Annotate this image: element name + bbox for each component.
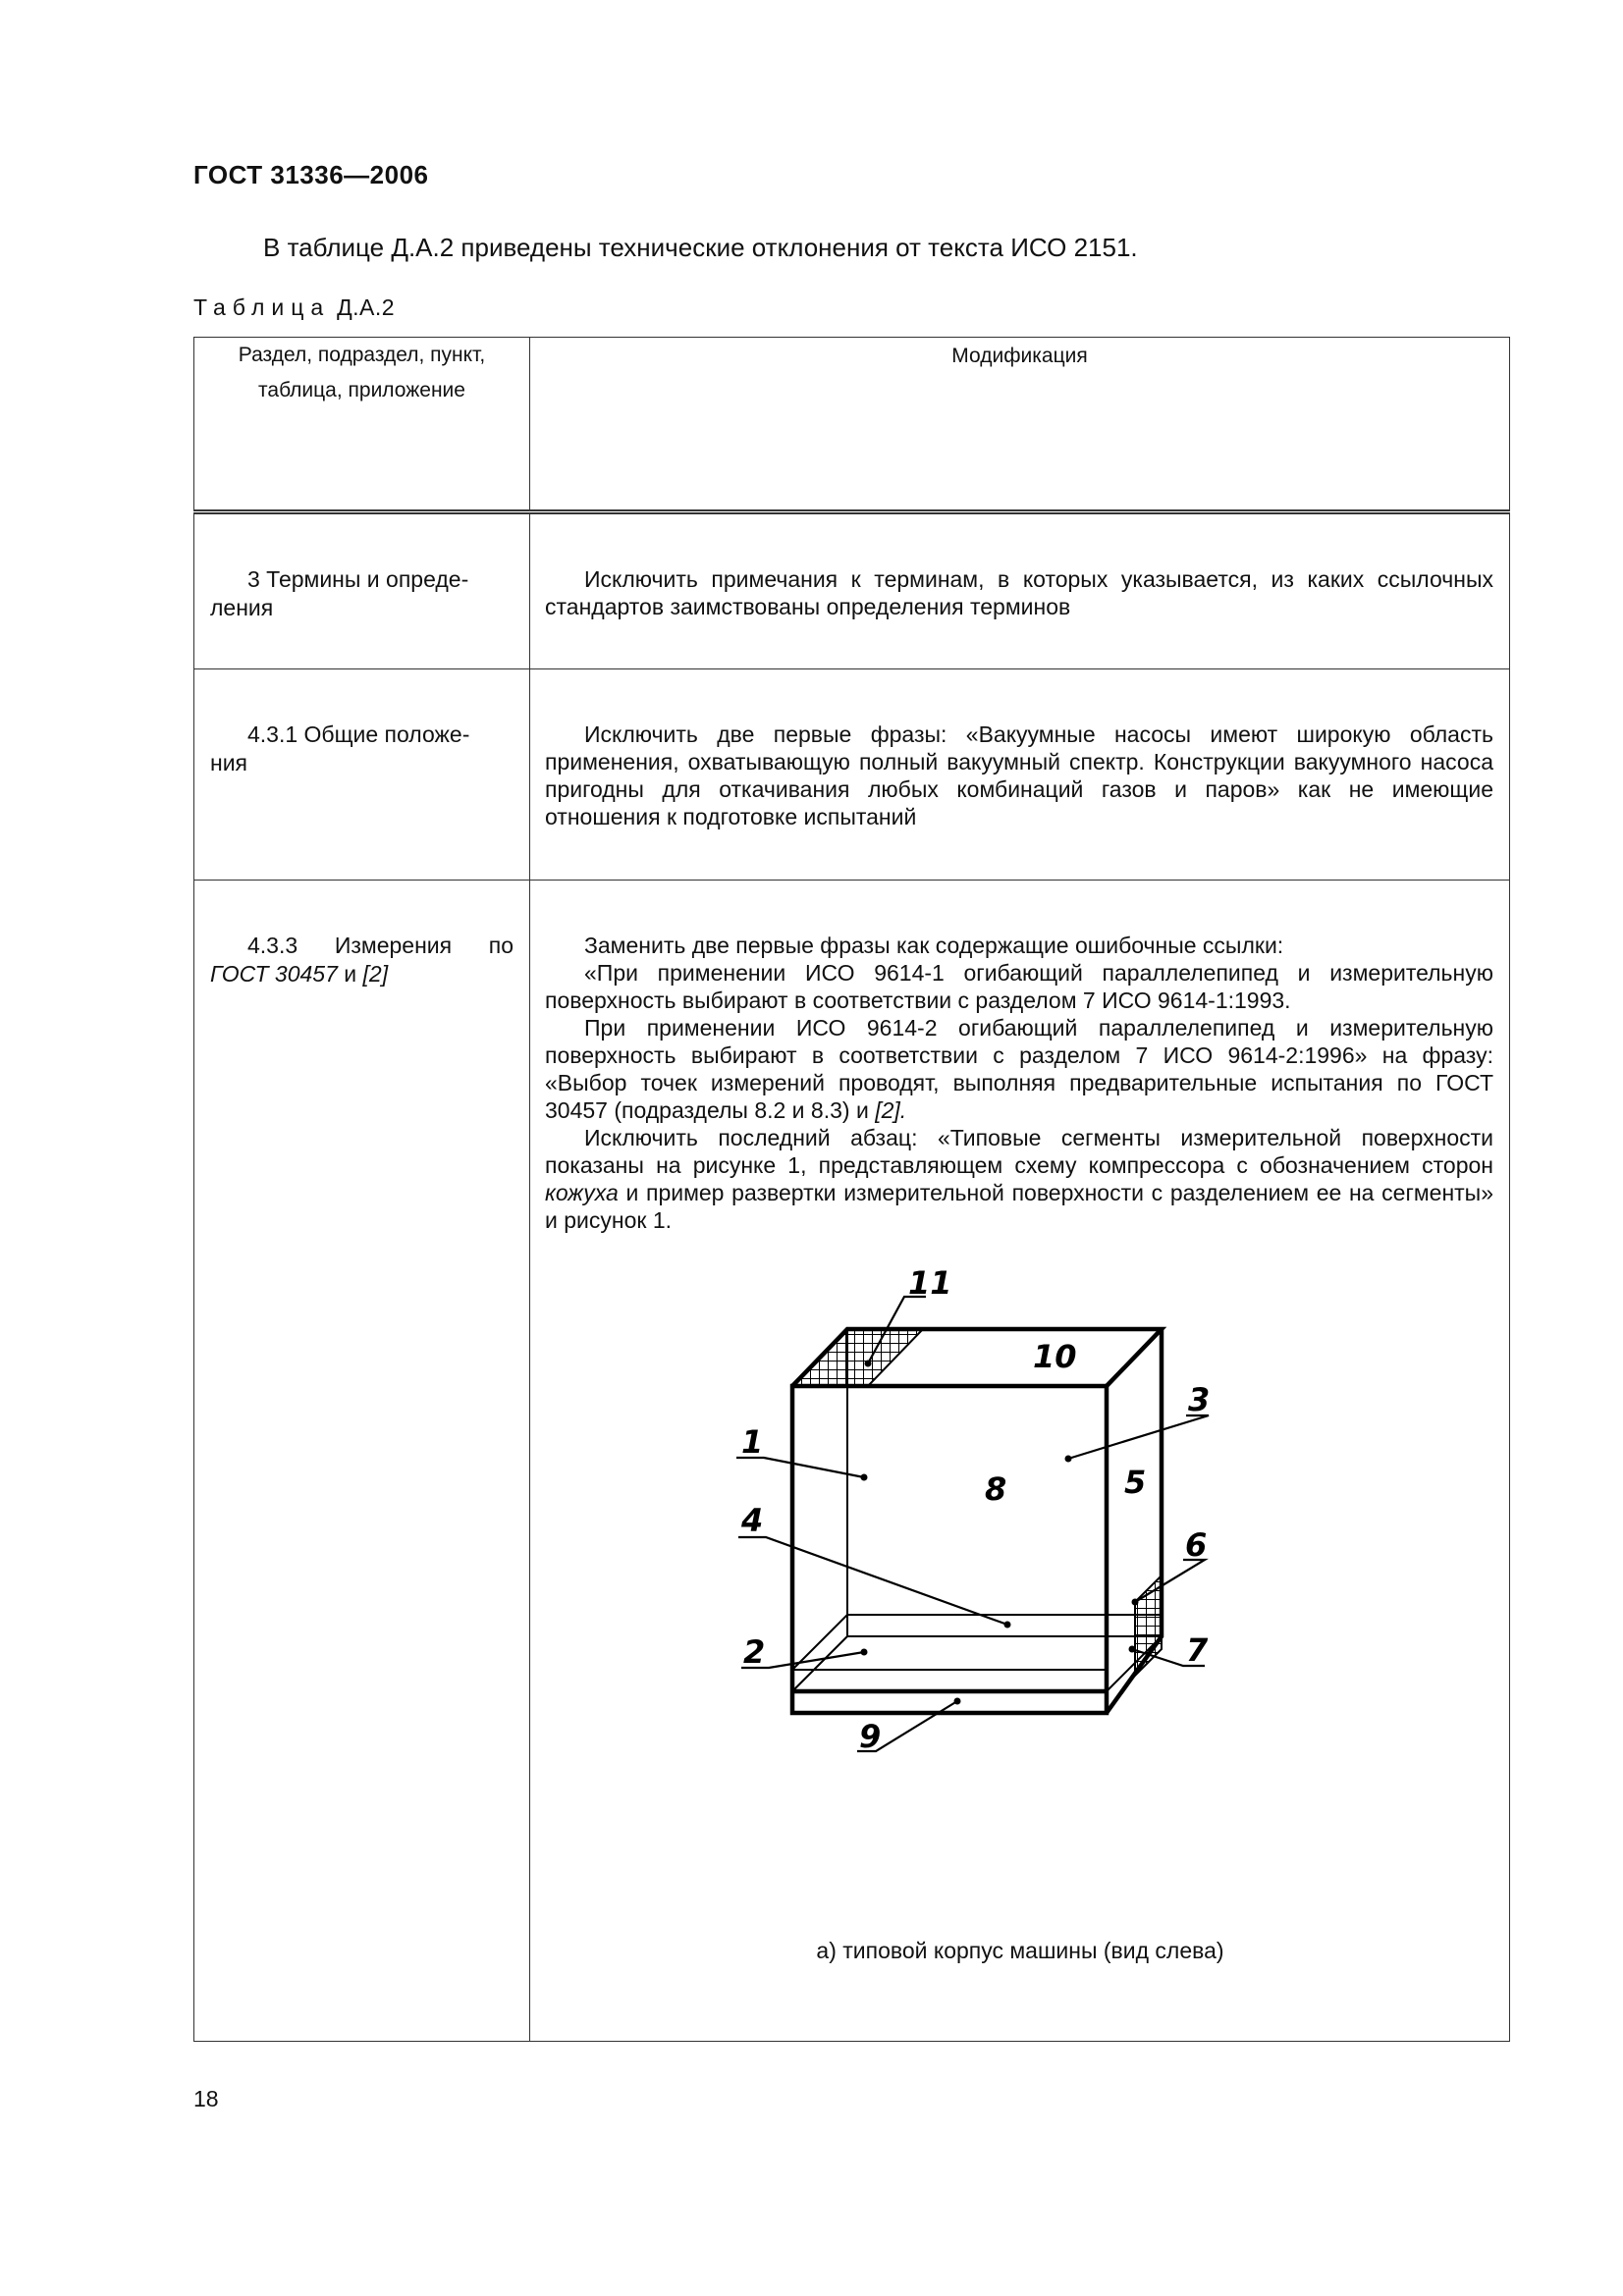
row-modification [530,881,1510,2042]
row-section-refs [210,960,514,988]
leader-3 [1068,1415,1209,1459]
point-7 [1129,1646,1136,1653]
top-grid-area [792,1329,923,1386]
modification-text: Исключить последний абзац: «Типовые сегменты измерительной поверхности показаны на рисунке 1, представляющем схему компрессора с обозначением сторон [545,1125,1493,1178]
label-8: 8 [985,1470,1007,1508]
row-modification [530,512,1510,669]
modification-text: Исключить две первые фразы: «Вакуумные насосы имеют широкую область применения, охватывающую полный вакуумный спектр. Конструкции вакуумного насоса пригодны для откачивания любых комбинаций газов и паров» как не имеющие отношения к подготовке испытаний [545,721,1493,829]
leader-6 [1135,1560,1205,1602]
ref-gost-30457: ГОСТ 30457 [210,961,338,987]
point-9 [954,1698,961,1705]
emphasis-kozhukha: кожуха [545,1180,619,1205]
figure-machine-housing [545,1263,1493,1990]
ref-and: и [344,961,357,987]
housing-drawing [545,1263,1495,1931]
ref-bib-2: [2] [362,961,389,987]
row-section-line: ния [210,750,248,775]
row-section [194,512,530,669]
point-6 [1132,1599,1139,1606]
label-5: 5 [1124,1464,1147,1501]
point-2 [861,1649,868,1656]
label-1: 1 [741,1423,764,1461]
side-grid-area [1135,1575,1162,1676]
modification-text: и пример развертки измерительной поверхности с разделением ее на сегменты» и рисунок 1. [545,1180,1493,1233]
table-row [194,669,1510,881]
page-number: 18 [193,2086,219,2111]
label-2: 2 [743,1633,766,1671]
modification-text: При применении ИСО 9614-2 огибающий параллелепипед и измерительную поверхность выбирают в соответствии с разделом 7 ИСО 9614-2:1996» на фразу: «Выбор точек измерений проводят, выполняя предварительные испытания по ГОСТ 30457 (подразделы 8.2 и 8.3) и [545,1015,1493,1123]
row-section [194,669,530,881]
header-section: Раздел, подраздел, пункт, таблица, приложение [194,338,530,512]
table-caption-number: Д.А.2 [337,294,396,320]
row-section [194,881,530,2042]
document-code: ГОСТ 31336—2006 [193,160,429,189]
row-modification [530,669,1510,881]
table-row [194,512,1510,669]
modification-text: Исключить примечания к терминам, в которых указывается, из каких ссылочных стандартов заимствованы определения терминов [545,566,1493,619]
modification-paragraph [545,1014,1493,1124]
label-4: 4 [741,1502,764,1539]
point-11 [865,1361,872,1367]
modification-paragraph: Заменить две первые фразы как содержащие ошибочные ссылки: [584,933,1284,958]
table-header-row [194,338,1510,512]
label-6: 6 [1185,1526,1208,1564]
ref-bib-2: [2]. [875,1097,907,1123]
intro-paragraph: В таблице Д.А.2 приведены технические отклонения от текста ИСО 2151. [263,233,1138,262]
label-7: 7 [1186,1631,1209,1669]
header-modification: Модификация [530,338,1510,512]
point-4 [1004,1622,1011,1629]
label-9: 9 [859,1718,882,1755]
table-caption [193,294,395,321]
deviations-table [193,337,1510,2042]
label-10: 10 [1033,1338,1077,1375]
table-caption-word: Таблица [193,294,331,320]
row-section-line: ления [210,595,274,620]
table-row [194,881,1510,2042]
label-11: 11 [908,1264,952,1302]
front-face [792,1386,1107,1713]
label-3: 3 [1188,1381,1211,1418]
point-1 [861,1474,868,1481]
leader-4 [738,1537,1007,1625]
modification-paragraph: «При применении ИСО 9614-1 огибающий параллелепипед и измерительную поверхность выбирают в соответствии с разделом 7 ИСО 9614-1:1993. [545,960,1493,1013]
modification-paragraph [545,1124,1493,1234]
figure-caption: а) типовой корпус машины (вид слева) [816,1938,1224,1963]
base-edge-left-lower [792,1636,847,1691]
row-section-line: 3 Термины и опреде- [247,566,469,592]
row-section-prefix: 4.3.3 Измерения по [247,933,514,958]
point-3 [1065,1456,1072,1463]
row-section-line: 4.3.1 Общие положе- [247,721,470,747]
leader-1 [736,1458,864,1477]
